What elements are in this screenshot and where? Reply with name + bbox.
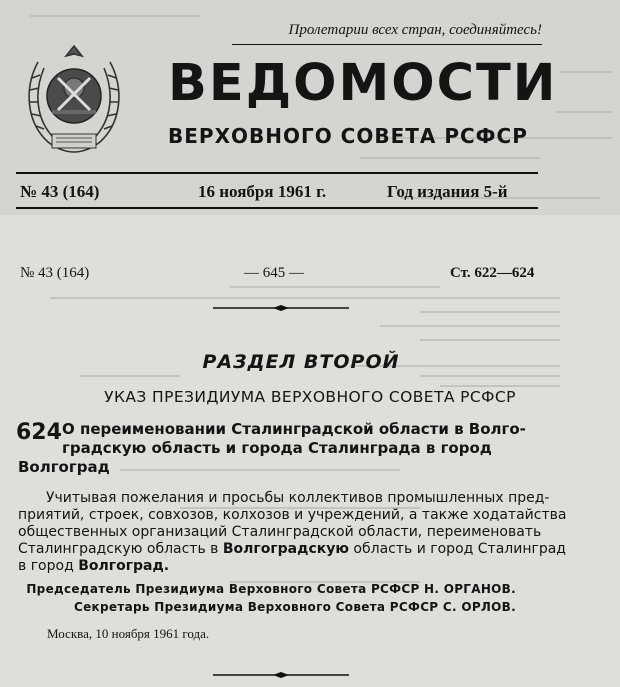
decree-title-line: О переименовании Сталинградской области в Волго-: [62, 420, 526, 438]
decree-title-last: Волгоград: [18, 458, 110, 476]
masthead-issue: № 43 (164): [20, 182, 100, 201]
body-bold-text: Волгоградскую: [222, 541, 349, 557]
masthead-rule-top: [16, 172, 538, 174]
page-number: — 645 —: [244, 265, 304, 281]
ornament-divider: [213, 298, 349, 304]
page-issue: № 43 (164): [20, 265, 90, 281]
decree-body-line: [18, 541, 566, 558]
body-text: в город: [18, 558, 79, 574]
signature-secretary: Секретарь Президиума Верховного Совета РСФСР С. ОРЛОВ.: [74, 600, 516, 614]
body-text: область и город Сталинград: [348, 541, 566, 557]
section-title: РАЗДЕЛ ВТОРОЙ: [202, 351, 400, 373]
masthead-slogan: Пролетарии всех стран, соединяйтесь!: [288, 22, 542, 38]
rsfsr-coat-of-arms-icon: [18, 38, 130, 160]
decree-body-line: общественных организаций Сталинградской области, переименовать: [18, 524, 542, 540]
masthead-rule-bottom: [16, 207, 538, 209]
decree-body-line: Учитывая пожелания и просьбы коллективов промышленных пред-: [46, 490, 550, 506]
masthead-year: Год издания 5-й: [387, 182, 508, 201]
masthead-date: 16 ноября 1961 г.: [198, 182, 327, 201]
decree-title: [62, 420, 546, 458]
place-date: Москва, 10 ноября 1961 года.: [47, 626, 210, 641]
decree-body-line: приятий, строек, совхозов, колхозов и учреждений, а также ходатайства: [18, 507, 567, 523]
body-text: Сталинградскую область в: [18, 541, 223, 557]
decree-number: 624: [16, 420, 62, 445]
decree-body-line: [18, 558, 546, 575]
ornament-divider-bottom: [213, 665, 349, 671]
signature-chair: Председатель Президиума Верховного Совета РСФСР Н. ОРГАНОВ.: [26, 582, 516, 596]
decree-heading: УКАЗ ПРЕЗИДИУМА ВЕРХОВНОГО СОВЕТА РСФСР: [104, 388, 516, 406]
page-articles: Ст. 622—624: [450, 265, 535, 281]
decree-title-line: градскую область и города Сталинграда в город: [62, 439, 492, 457]
slogan-underline: [232, 44, 542, 45]
masthead-subtitle: ВЕРХОВНОГО СОВЕТА РСФСР: [168, 124, 528, 148]
masthead-title: ВЕДОМОСТИ: [168, 54, 558, 113]
body-bold-text: Волгоград.: [78, 558, 170, 574]
